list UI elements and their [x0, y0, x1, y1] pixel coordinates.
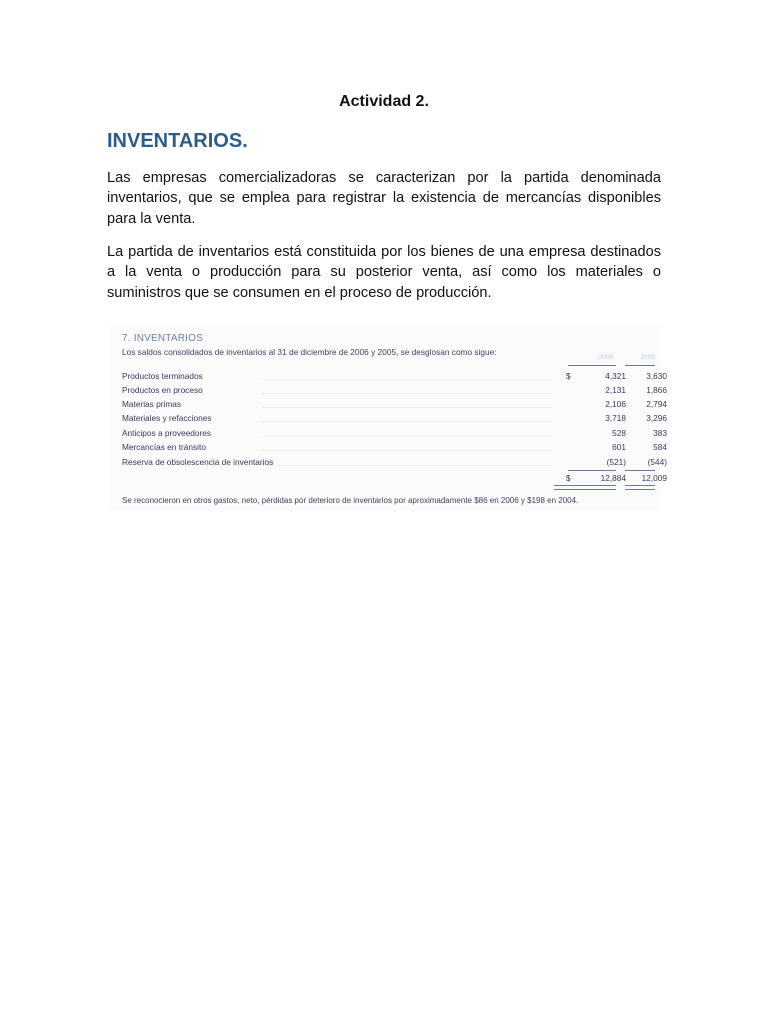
value-2006: 3,718 — [605, 413, 626, 423]
row-label: Materias primas — [122, 399, 182, 409]
header-rule — [625, 365, 655, 366]
table-row — [122, 399, 667, 413]
subtotal-rule — [568, 470, 616, 471]
leader-dots — [262, 421, 552, 422]
subtotal-rule — [625, 470, 655, 471]
inventory-table-figure — [110, 325, 667, 511]
total-2006: 12,884 — [600, 473, 626, 483]
value-2005: 3,630 — [646, 371, 667, 381]
value-2005: 1,866 — [646, 385, 667, 395]
value-2005: 3,296 — [646, 413, 667, 423]
document-title: Actividad 2. — [339, 93, 429, 110]
value-2005: (544) — [647, 457, 667, 467]
table-row — [122, 385, 667, 399]
column-header-2006: 2006 — [598, 354, 613, 361]
leader-dots — [262, 465, 552, 466]
row-label: Mercancías en tránsito — [122, 442, 206, 452]
paragraph-1: Las empresas comercializadoras se caracterizan por la partida denominada inventarios, que se emplea para registrar la existencia de mercancías disponibles para la venta. — [107, 170, 661, 227]
figure-heading: 7. INVENTARIOS — [122, 333, 203, 344]
value-2006: 528 — [612, 428, 626, 438]
table-row — [122, 371, 667, 385]
paragraph-2: La partida de inventarios está constituida por los bienes de una empresa destinados a la venta o producción para su posterior venta, así como los materiales o suministros que se consumen en el proceso de producción. — [107, 244, 661, 301]
value-2005: 383 — [653, 428, 667, 438]
value-2006: 601 — [612, 442, 626, 452]
column-header-2005: 2005 — [640, 354, 655, 361]
value-2005: 584 — [653, 442, 667, 452]
leader-dots — [262, 407, 552, 408]
row-label: Reserva de obsolescencia de inventarios — [122, 457, 274, 467]
figure-note: Se reconocieron en otros gastos, neto, pérdidas por deterioro de inventarios por aproximadamente $86 en 2006 y $198 en 2004. — [122, 496, 579, 505]
currency-symbol: $ — [566, 473, 571, 483]
table-row — [122, 442, 667, 456]
table-row — [122, 413, 667, 427]
total-double-rule — [625, 485, 655, 490]
value-2006: (521) — [606, 457, 626, 467]
total-2005: 12,009 — [641, 473, 667, 483]
value-2006: 4,321 — [605, 371, 626, 381]
leader-dots — [262, 379, 552, 380]
row-label: Productos terminados — [122, 371, 203, 381]
value-2006: 2,106 — [605, 399, 626, 409]
value-2005: 2,794 — [646, 399, 667, 409]
leader-dots — [262, 393, 552, 394]
table-row — [122, 457, 667, 471]
row-label: Materiales y refacciones — [122, 413, 212, 423]
header-rule — [568, 365, 616, 366]
section-heading: INVENTARIOS. — [107, 130, 248, 152]
currency-symbol: $ — [566, 371, 571, 381]
value-2006: 2,131 — [605, 385, 626, 395]
table-row — [122, 428, 667, 442]
leader-dots — [262, 436, 552, 437]
row-label: Anticipos a proveedores — [122, 428, 212, 438]
figure-intro: Los saldos consolidados de inventarios al 31 de diciembre de 2006 y 2005, se desglosan como sigue: — [122, 347, 497, 357]
leader-dots — [262, 450, 552, 451]
row-label: Productos en proceso — [122, 385, 203, 395]
total-double-rule — [554, 485, 616, 490]
